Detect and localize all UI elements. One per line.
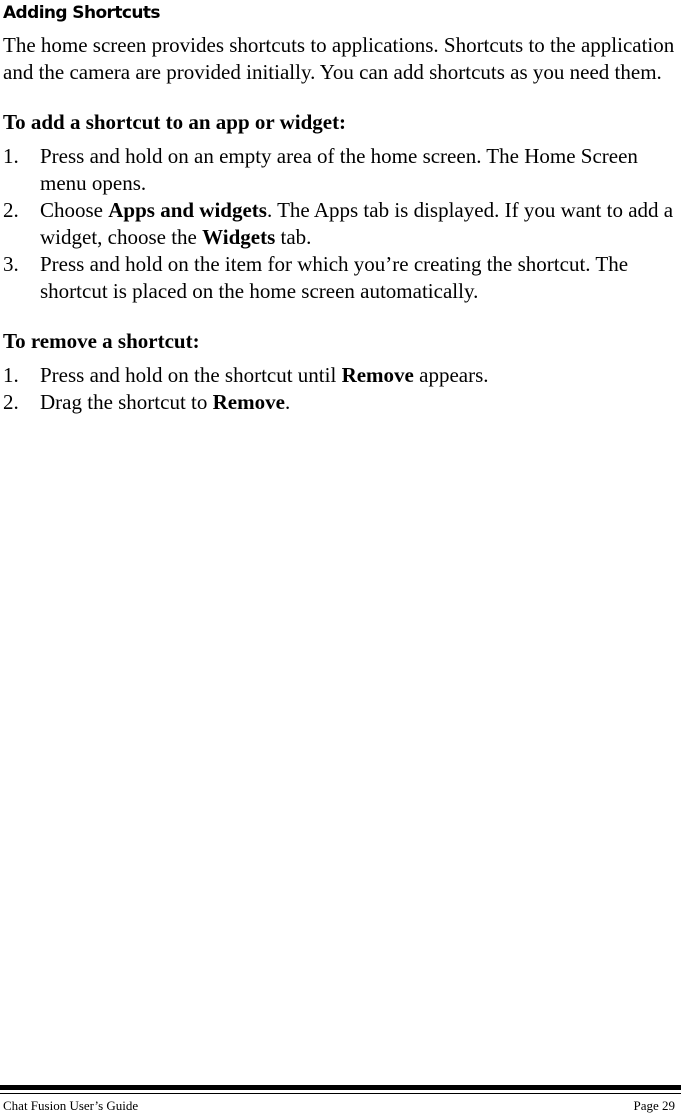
step-number: 2. xyxy=(3,198,19,222)
step-number: 1. xyxy=(3,144,19,168)
step-emphasis: Apps and widgets xyxy=(108,198,267,222)
step-text: appears. xyxy=(413,363,489,387)
footer-guide-title: Chat Fusion User’s Guide xyxy=(3,1098,139,1113)
remove-shortcut-heading: To remove a shortcut: xyxy=(3,329,200,353)
step-emphasis: Remove xyxy=(341,363,414,387)
footer-rule-thick xyxy=(0,1085,681,1090)
list-item xyxy=(3,389,675,416)
step-text: Press and hold on the shortcut until xyxy=(40,363,342,387)
remove-shortcut-steps xyxy=(3,362,675,416)
step-number: 3. xyxy=(3,252,19,276)
list-item xyxy=(3,251,675,305)
step-number: 1. xyxy=(3,363,19,387)
step-text: Drag the shortcut to xyxy=(40,390,213,414)
intro-paragraph: The home screen provides shortcuts to applications. Shortcuts to the application and the camera are provided initially. You can add shortcuts as you need them. xyxy=(3,33,675,84)
step-number: 2. xyxy=(3,390,19,414)
step-emphasis: Widgets xyxy=(202,225,276,249)
step-text: Press and hold on the item for which you’re creating the shortcut. The shortcut is placed on the home screen automatically. xyxy=(40,252,629,303)
step-text: Choose xyxy=(40,198,109,222)
list-item xyxy=(3,362,675,389)
add-shortcut-heading: To add a shortcut to an app or widget: xyxy=(3,110,347,134)
step-text: . xyxy=(284,390,291,414)
footer-page-number: Page 29 xyxy=(633,1098,675,1113)
list-item xyxy=(3,197,675,251)
add-shortcut-steps xyxy=(3,143,675,305)
step-emphasis: Remove xyxy=(212,390,285,414)
step-text: Press and hold on an empty area of the home screen. The Home Screen menu opens. xyxy=(40,144,638,195)
section-title: Adding Shortcuts xyxy=(3,3,160,23)
list-item xyxy=(3,143,675,197)
step-text: . The Apps tab is displayed. If you want to add a widget, choose the xyxy=(40,198,674,249)
step-text: tab. xyxy=(275,225,312,249)
document-page xyxy=(3,0,675,416)
footer-rule-thin xyxy=(0,1093,681,1094)
